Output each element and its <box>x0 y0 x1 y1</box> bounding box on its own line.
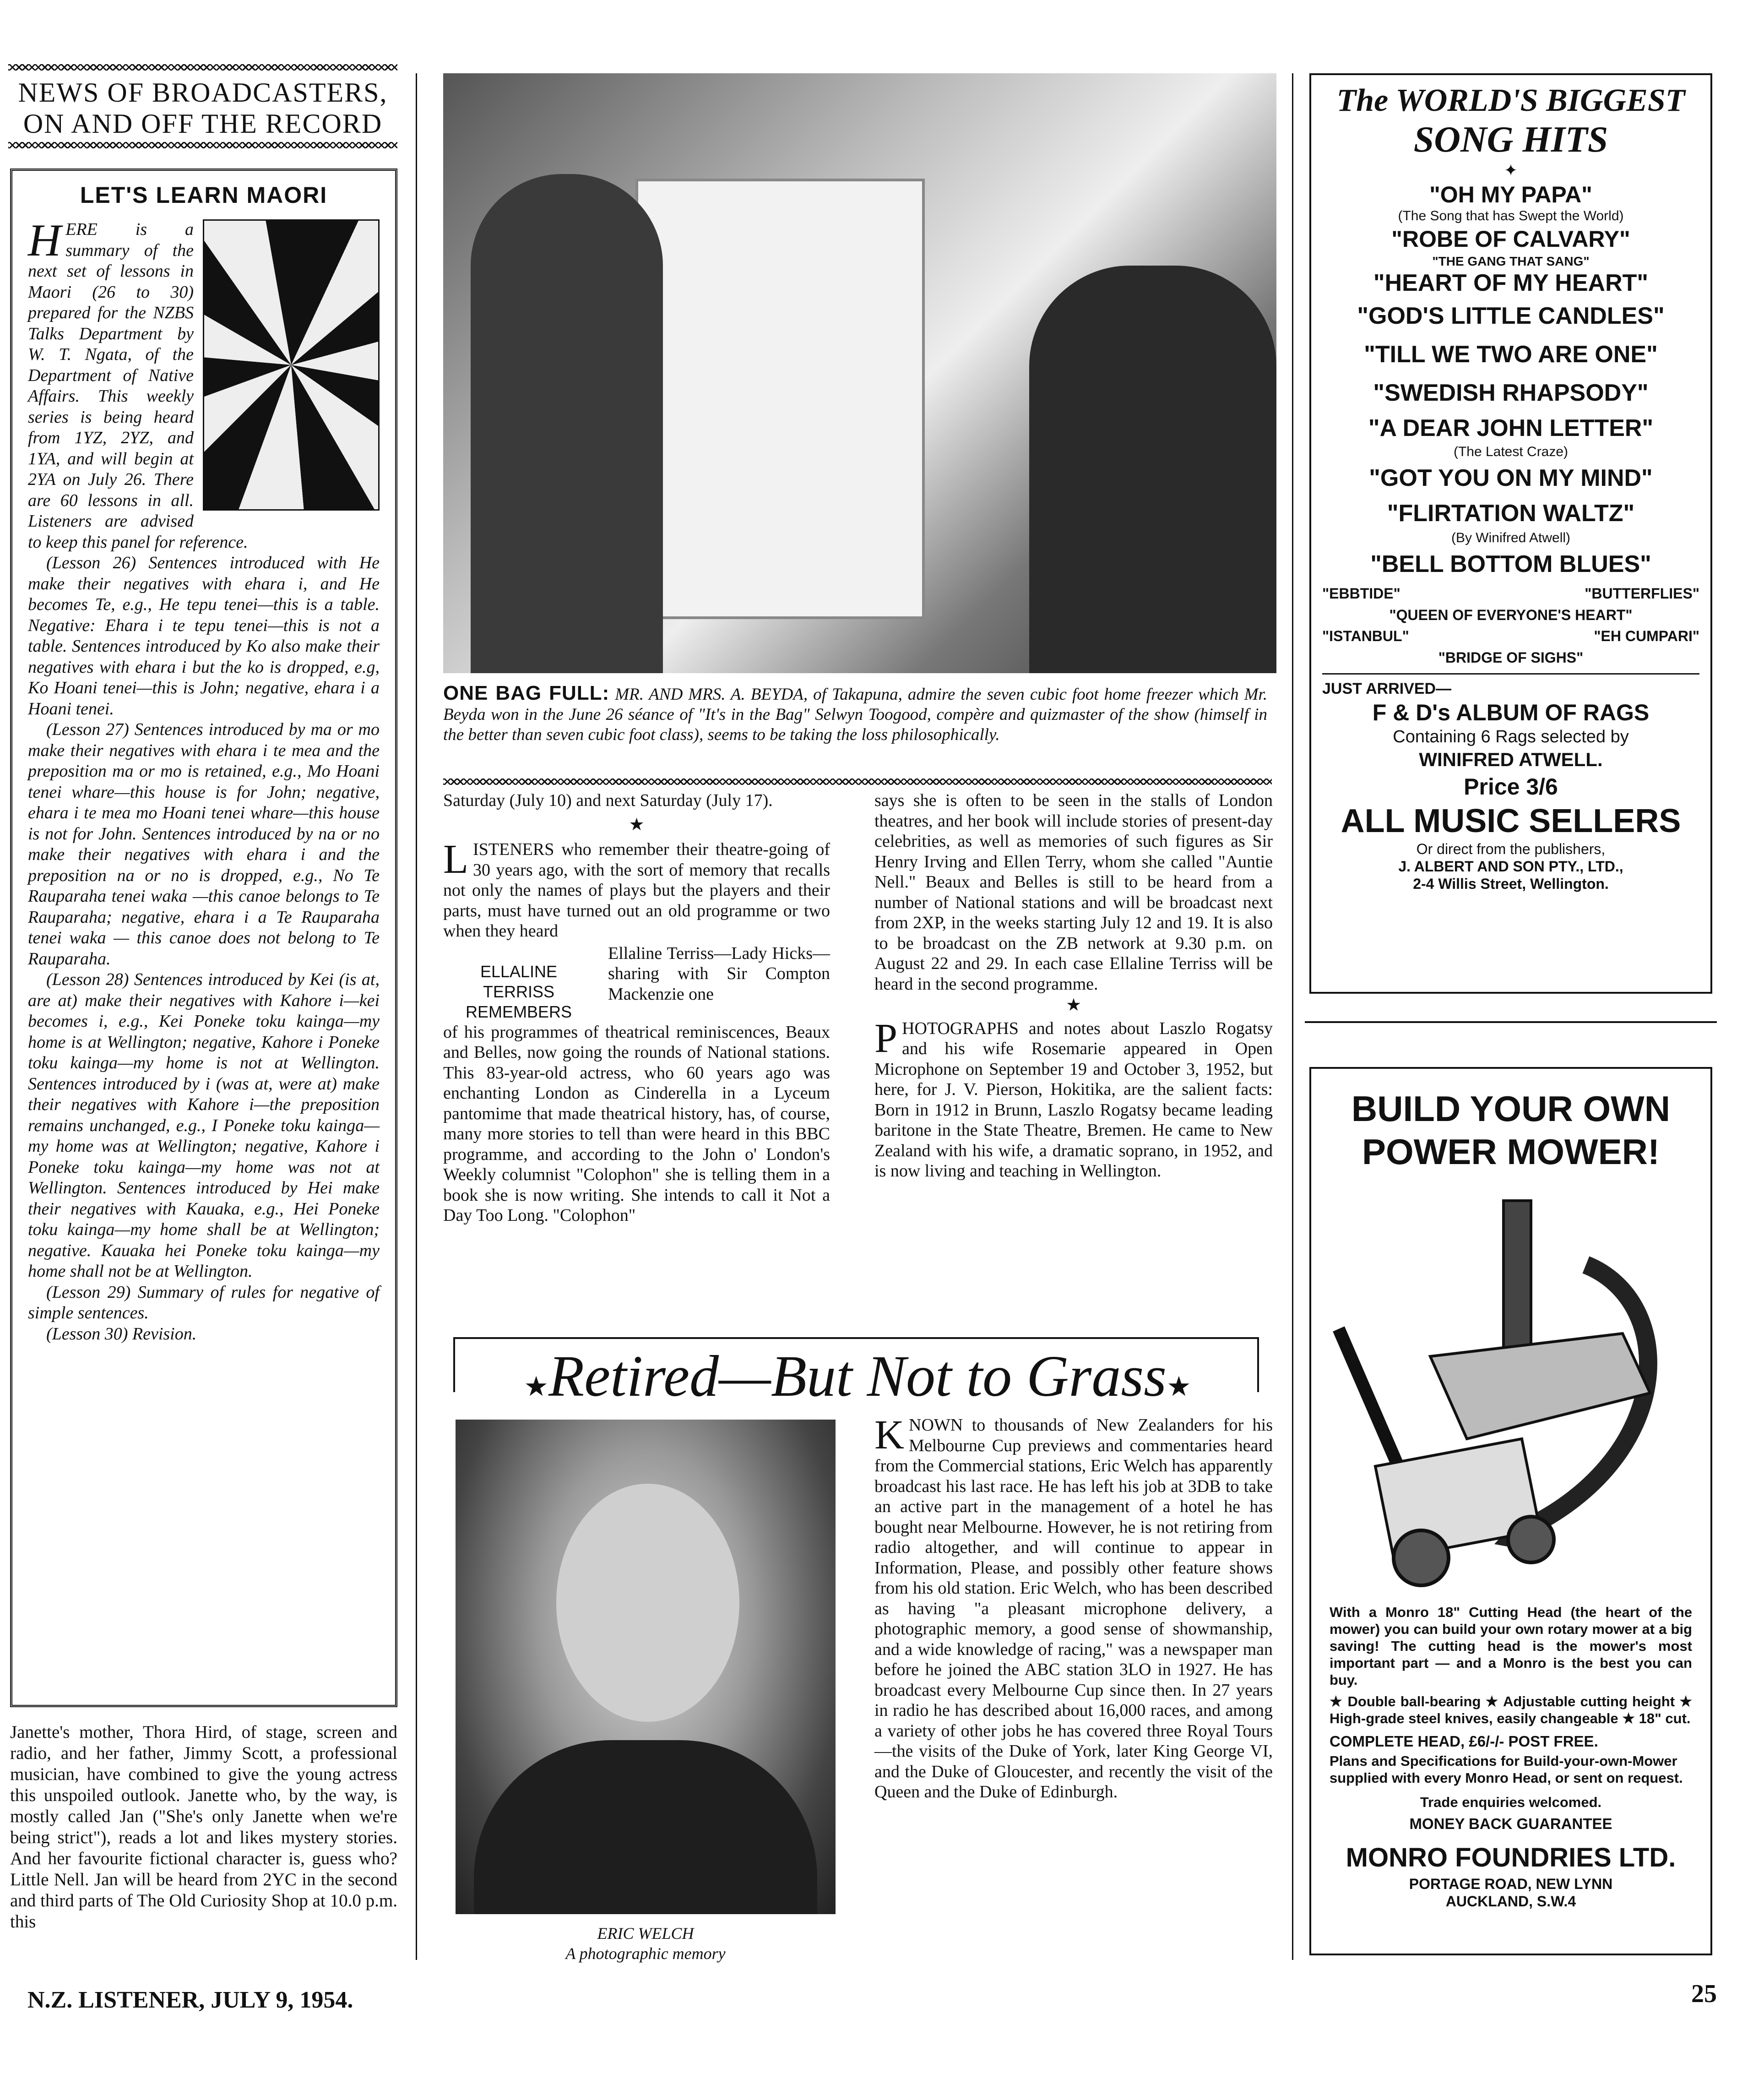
mower-wheel-rear <box>1508 1517 1554 1562</box>
lesson-26: (Lesson 26) Sentences introduced with He make their negatives with ehara i, and He becomes Te, e.g., He tepu tenei—this is a table. Negative: Ehara i te tepu tenei—this is not a table. Sentences introduced by Ko also make their negatives with ehara i but the ko is dropped, e.g, Ko Hoani tenei—this is John; negative, ehara i a Hoani tenei. <box>28 553 380 718</box>
janette-article: Janette's mother, Thora Hird, of stage, screen and radio, and her father, Jimmy Scott, a professional musician, have combined to give the young actress this unspoiled outlook. Janette who, by the way, is mostly called Jan ("She's only Janette when we're being strict"), reads a lot and likes mystery stories. And her favourite fictional character is, guess who? Little Nell. Jan will be heard from 2YC in the second and third parts of The Old Curiosity Shop at 10.0 p.m. this <box>10 1722 397 1932</box>
headline-star-right: ★ <box>1166 1371 1191 1402</box>
caption-rule <box>443 778 1272 785</box>
photographs-text: HOTOGRAPHS and notes about Laszlo Rogatsy and his wife Rosemarie appeared in Open Microphone on September 19 and October 3, 1952, but here, for J. V. Pierson, Hokitika, are the salient facts: Born in 1912 in Brunn, Laszlo Rogatsy became leading baritone in the State Theatre, Bremen. He came to New Zealand with his wife, a dramatic soprano, in 1952, and is now living and teaching in Wellington. <box>874 1018 1273 1181</box>
headline-star-left: ★ <box>524 1371 549 1402</box>
ellaline-side-text: Ellaline Terriss—Lady Hicks—sharing with Sir Compton Mackenzie one <box>608 943 830 1004</box>
freezer-door <box>635 179 925 619</box>
mower-illustration <box>1330 1182 1692 1595</box>
mower-city: AUCKLAND, S.W.4 <box>1445 1893 1576 1910</box>
power-mower-ad <box>1309 1067 1712 1955</box>
mower-handle <box>1339 1329 1398 1466</box>
listeners-text: ISTENERS who remember their theatre-going of 30 years ago, with the sort of memory that recalls not only the names of plays but the players and their parts, must have turned out an old programme or two when they heard <box>443 840 830 941</box>
song-oh-my-papa-sub: (The Song that has Swept the World) <box>1398 208 1624 223</box>
column-rule-2 <box>1292 73 1293 1960</box>
header-top-rule <box>8 64 397 71</box>
album-price: Price 3/6 <box>1464 774 1558 800</box>
publisher-name: J. ALBERT AND SON PTY., LTD., <box>1398 858 1623 875</box>
song-robe-of-calvary: "ROBE OF CALVARY" <box>1391 226 1630 252</box>
column-rule-1 <box>416 73 417 1960</box>
ellaline-column-2 <box>874 790 1273 1181</box>
maori-dropcap: H <box>28 215 61 266</box>
song-till-we-two: "TILL WE TWO ARE ONE" <box>1364 341 1658 368</box>
footer-page-number: 25 <box>1691 1980 1717 2008</box>
person-left <box>471 174 663 673</box>
retired-para <box>874 1412 1273 1802</box>
col1-star: ★ <box>629 815 645 834</box>
song-istanbul: "ISTANBUL" <box>1322 628 1409 644</box>
photographs-dropcap: P <box>874 1015 898 1061</box>
song-bridge-of-sighs: "BRIDGE OF SIGHS" <box>1322 645 1699 675</box>
song-ad-title-1: The WORLD'S BIGGEST <box>1336 83 1685 118</box>
maori-box-title: LET'S LEARN MAORI <box>80 182 328 208</box>
lesson-29: (Lesson 29) Summary of rules for negative of simple sentences. <box>28 1282 380 1323</box>
song-pair-3 <box>1322 628 1699 645</box>
mower-price: COMPLETE HEAD, £6/-/- POST FREE. <box>1330 1733 1598 1750</box>
song-hits-ad <box>1309 73 1712 994</box>
song-ebbtide: "EBBTIDE" <box>1322 585 1400 602</box>
song-dear-john-sub: (The Latest Craze) <box>1453 444 1569 459</box>
publisher-direct: Or direct from the publishers, <box>1416 841 1606 857</box>
eric-welch-photo <box>456 1420 836 1914</box>
ad-separator-rule <box>1305 1021 1717 1023</box>
song-eh-cumpari: "EH CUMPARI" <box>1594 628 1699 644</box>
mower-illustration-svg <box>1330 1182 1696 1595</box>
album-atwell: WINIFRED ATWELL. <box>1419 749 1603 770</box>
mower-body: With a Monro 18" Cutting Head (the heart of the mower) you can build your own rotary mower at a big saving! The cutting head is the mower's most important part — and a Monro is the best you can buy. <box>1330 1604 1692 1688</box>
mower-title-1: BUILD YOUR OWN <box>1351 1088 1671 1129</box>
publisher-address: 2-4 Willis Street, Wellington. <box>1413 876 1609 892</box>
section-header <box>8 77 397 139</box>
song-dear-john: "A DEAR JOHN LETTER" <box>1368 415 1654 441</box>
eric-welch-suit <box>474 1740 817 1914</box>
mower-cutting-head-plate <box>1430 1333 1650 1439</box>
song-oh-my-papa: "OH MY PAPA" <box>1429 182 1592 207</box>
lesson-27: (Lesson 27) Sentences introduced by ma or mo make their negatives with ehara i te mea and the preposition ma or mo is retained, e.g., Mo Hoani tenei whare—this house is for John; negative, ehara i te mea mo Hoani tenei whare—this house is not for John. Sentences introduced by na or no make their negatives with ehara i and the preposition na or no is dropped, e.g., No Te Rauparaha tenei waka —this canoe belongs to Te Rauparaha; negative, ehara i a Te Rauparaha tenei waka — this canoe does not belong to Te Rauparaha. <box>28 720 380 969</box>
retired-headline-text: Retired—But Not to Grass <box>548 1344 1167 1409</box>
col2-star: ★ <box>1065 996 1082 1015</box>
mower-guarantee: MONEY BACK GUARANTEE <box>1409 1815 1612 1832</box>
retired-headline <box>443 1342 1272 1421</box>
mower-title-2: POWER MOWER! <box>1362 1132 1660 1172</box>
mower-features: ★ Double ball-bearing ★ Adjustable cutting height ★ High-grade steel knives, easily changeable ★ 18" cut. <box>1330 1693 1692 1726</box>
caption-lead: ONE BAG FULL: <box>443 682 610 704</box>
song-got-you: "GOT YOU ON MY MIND" <box>1369 465 1653 491</box>
album-of-rags: F & D's ALBUM OF RAGS <box>1372 700 1650 725</box>
album-containing: Containing 6 Rags selected by <box>1393 727 1629 746</box>
ellaline-rest: of his programmes of theatrical reminiscences, Beaux and Belles, now going the rounds of National stations. This 83-year-old actress, who 60 years ago was enchanting London as Cinderella in a Lyceum pantomime that made theatrical history, has, of course, many more stories to tell than were heard in this BBC programme, and according to the John o' London's Weekly columnist "Colophon" she is telling them in a book she is now writing. She intends to call it Not a Day Too Long. "Colophon" <box>443 1022 830 1225</box>
song-heart-sub: "THE GANG THAT SANG" <box>1432 254 1590 268</box>
song-pair-1 <box>1322 585 1699 602</box>
photographs-para <box>874 1015 1273 1181</box>
retired-text: NOWN to thousands of New Zealanders for his Melbourne Cup previews and commentaries heard from the Commercial stations, Eric Welch has apparently broadcast his last race. He has left his job at 3DB to take an active part in the management of a hotel he has bought near Melbourne. However, he is not retiring from radio altogether, and will continue to appear in Information, Please, and possibly other feature shows from his old station. Eric Welch, who has been described as having "a pleasant microphone delivery, a photographic memory, a good sense of showmanship, and a wide knowledge of racing," was a newspaper man before he joined the ABC station 3LO in 1927. He has broadcast every Melbourne Cup since then. In 27 years in radio he has described about 16,000 races, and among a variety of other jobs he has covered three Royal Tours—the visits of the Duke of York, later King George VI, and the Duke of Gloucester, and recently the visit of the Queen and the Duke of Edinburgh. <box>874 1415 1273 1801</box>
maori-intro-text: ERE is a summary of the next set of lessons in Maori (26 to 30) prepared for the NZBS Talks Department by W. T. Ngata, of the Department of Native Affairs. This weekly series is being heard from 1YZ, 2YZ, and 1YA, and will begin at 2YA on July 26. There are 60 lessons in all. Listeners are advised to keep this panel for reference. <box>28 220 248 552</box>
col2-top: says she is often to be seen in the stalls of London theatres, and her book will include stories of present-day celebrities, as well as memories of such figures as Sir Henry Irving and Ellen Terry, whom she called "Auntie Nell." Beaux and Belles is still to be heard from a number of National stations and will be broadcast next from 2XP, in the weeks starting July 12 and 19. It is also to be broadcast on the ZB network at 9.30 p.m. on August 22 and 29. In each case Ellaline Terriss will be heard in the second programme. <box>874 791 1273 994</box>
lesson-30: (Lesson 30) Revision. <box>46 1324 197 1344</box>
caption-text: MR. AND MRS. A. BEYDA, of Takapuna, admire the seven cubic foot home freezer which Mr. Beyda won in the June 26 séance of "It's in the Bag" Selwyn Toogood, compère and quizmaster of the show (himself in the better than seven cubic foot class), seems to be taking the loss philosophically. <box>443 685 1267 744</box>
mower-company: MONRO FOUNDRIES LTD. <box>1346 1843 1676 1872</box>
eric-welch-caption <box>456 1923 836 1964</box>
song-butterflies: "BUTTERFLIES" <box>1585 585 1699 602</box>
song-flirtation-waltz: "FLIRTATION WALTZ" <box>1387 500 1635 527</box>
person-right <box>1029 266 1276 673</box>
song-ad-diamond: ✦ <box>1503 161 1518 180</box>
song-gods-little-candles: "GOD'S LITTLE CANDLES" <box>1357 303 1665 329</box>
maori-lesson-box <box>10 169 397 1707</box>
mower-plans: Plans and Specifications for Build-your-own-Mower supplied with every Monro Head, or sent on request. <box>1330 1753 1683 1786</box>
mower-trade: Trade enquiries welcomed. <box>1420 1794 1602 1810</box>
eric-welch-caption-sub: A photographic memory <box>565 1944 726 1963</box>
listeners-para <box>443 839 830 942</box>
header-bottom-rule <box>8 142 397 148</box>
mower-wheel-front <box>1394 1530 1449 1585</box>
mower-road: PORTAGE ROAD, NEW LYNN <box>1409 1876 1613 1892</box>
song-bell-bottom: "BELL BOTTOM BLUES" <box>1370 551 1651 577</box>
freezer-photo-caption <box>443 683 1267 745</box>
listeners-dropcap: L <box>443 837 468 882</box>
song-swedish-rhapsody: "SWEDISH RHAPSODY" <box>1373 380 1649 406</box>
eric-welch-caption-name: ERIC WELCH <box>597 1924 694 1943</box>
song-flirtation-sub: (By Winifred Atwell) <box>1451 530 1571 545</box>
eric-welch-face <box>556 1484 739 1722</box>
song-heart-of-my-heart: "HEART OF MY HEART" <box>1373 270 1649 296</box>
retired-article <box>874 1412 1273 1802</box>
all-music-sellers: ALL MUSIC SELLERS <box>1341 803 1681 839</box>
ellaline-side-head: ELLALINE TERRISS REMEMBERS <box>465 962 572 1021</box>
maori-carving-image <box>203 219 380 511</box>
ellaline-block <box>443 943 830 1022</box>
lesson-28: (Lesson 28) Sentences introduced by Kei (is at, are at) make their negatives with Kahore i—kei becomes i, e.g., Kei Poneke toku kainga—my home is at Wellington; negative, Kahore i Poneke toku kainga—my home is not at Wellington. Sentences introduced by i (was at, were at) make their negatives with Kahore i—the preposition remains unchanged, e.g., I Poneke toku kainga—my home was at Wellington; negative, Kahore i Poneke toku kainga—my home was not at Wellington. Sentences introduced by Hei make their negatives with Kauaka, e.g., Hei Poneke toku kainga—my home shall be at Wellington; negative. Kauaka hei Poneke toku kainga—my home shall not be at Wellington. <box>28 970 380 1281</box>
footer-masthead: N.Z. LISTENER, JULY 9, 1954. <box>27 1987 353 2013</box>
freezer-photo <box>443 73 1276 673</box>
col1-top: Saturday (July 10) and next Saturday (July 17). <box>443 791 773 810</box>
retired-dropcap: K <box>874 1412 904 1458</box>
ellaline-column-1 <box>443 790 830 1226</box>
section-header-line1: NEWS OF BROADCASTERS, <box>18 77 388 108</box>
song-ad-title-2: SONG HITS <box>1413 120 1608 160</box>
just-arrived: JUST ARRIVED— <box>1322 680 1452 697</box>
section-header-line2: ON AND OFF THE RECORD <box>23 109 383 139</box>
song-queen: "QUEEN OF EVERYONE'S HEART" <box>1389 607 1633 623</box>
